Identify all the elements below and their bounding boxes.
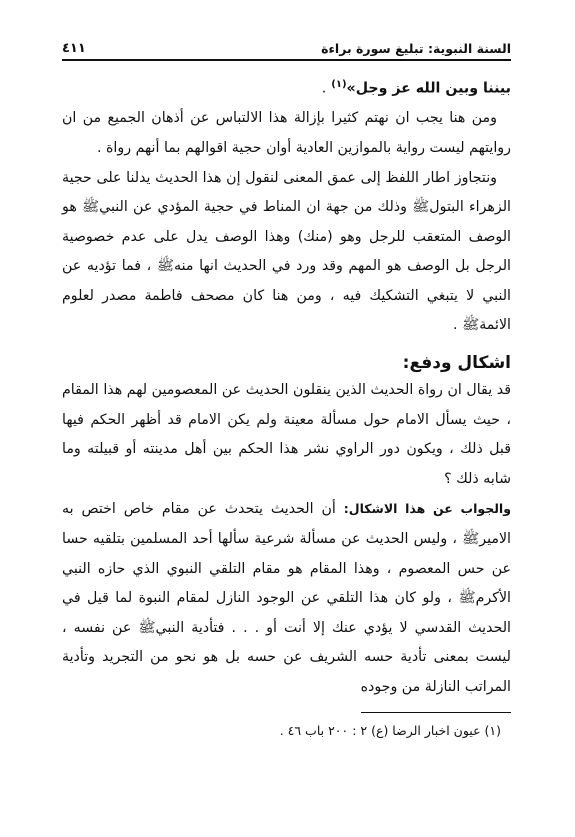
footnote-divider xyxy=(361,712,511,713)
running-title: السنة النبوية: تبليغ سورة براءة xyxy=(321,41,511,56)
paragraph-3: قد يقال ان رواة الحديث الذين ينقلون الحديث عن المعصومين لهم هذا المقام ، حيث يسأل الامام حول مسألة معينة ولم يكن الامام قد أظهر الحكم فيها قبل ذلك ، ويكون دور الراوي نشر هذا الحكم بين أهل مدينته أو قبيلته وما شابه ذلك ؟ xyxy=(62,382,511,487)
paragraph-1: ومن هنا يجب ان نهتم كثيرا بإزالة هذا الالتباس عن أذهان الجميع من ان روايتهم ليست رواية بالموازين العادية أوان حجية اقوالهم بما أنهم رواة . xyxy=(62,110,511,156)
section-heading: اشكال ودفع: xyxy=(402,353,511,374)
answer-text: أن الحديث يتحدث عن مقام خاص اختص به الاميرﷺ ، وليس الحديث عن مسألة شرعية سألها أحد المسلمين بتلقيه حسا عن حس المعصوم ، وهذا المقام هو مقام التلقي النبوي الذي حازه النبي الأكرمﷺ ، ولو كان هذا التلقي عن الوجود النازل لمقام النبوة لما قيل في الحديث القدسي لا يؤدي عنك إلا أنت أو . . . فتأدية النبيﷺ عن نفسه ، ليست بمعنى تأدية حسه الشريف عن حسه بل هو نحو من التجريد وتأدية المراتب النازلة من وجوده xyxy=(62,501,511,696)
paragraph-4 xyxy=(62,494,511,702)
footnote-marker: (١) xyxy=(331,79,347,90)
page-header xyxy=(62,34,511,61)
opening-line xyxy=(62,70,511,104)
opening-quote: بيننا وبين الله عز وجل» xyxy=(346,80,511,97)
answer-lead-in: والجواب عن هذا الاشكال: xyxy=(343,501,511,517)
page-number: ٤١١ xyxy=(62,41,86,56)
paragraph-2: ونتجاوز اطار اللفظ إلى عمق المعنى لنقول إن هذا الحديث يدلنا على حجية الزهراء البتولﷺ وذلك من جهة ان المناط في حجية المؤدي عن النبيﷺ هو الوصف المتعقب للرجل وهو (منك) وهذا الوصف يدل على عدم خصوصية الرجل بل الوصف هو المهم وقد ورد في الحديث انها منهﷺ ، فما تؤديه عن النبي لا يتبغي التشكيك فيه ، ومن هنا كان مصحف فاطمة مصدر لعلوم الائمةﷺ . xyxy=(62,169,511,334)
main-text xyxy=(62,70,511,703)
footnote: (١) عيون اخبار الرضا (ع) ٢ : ٢٠٠ باب ٤٦ . xyxy=(279,723,501,738)
opening-tail: . xyxy=(321,80,327,97)
